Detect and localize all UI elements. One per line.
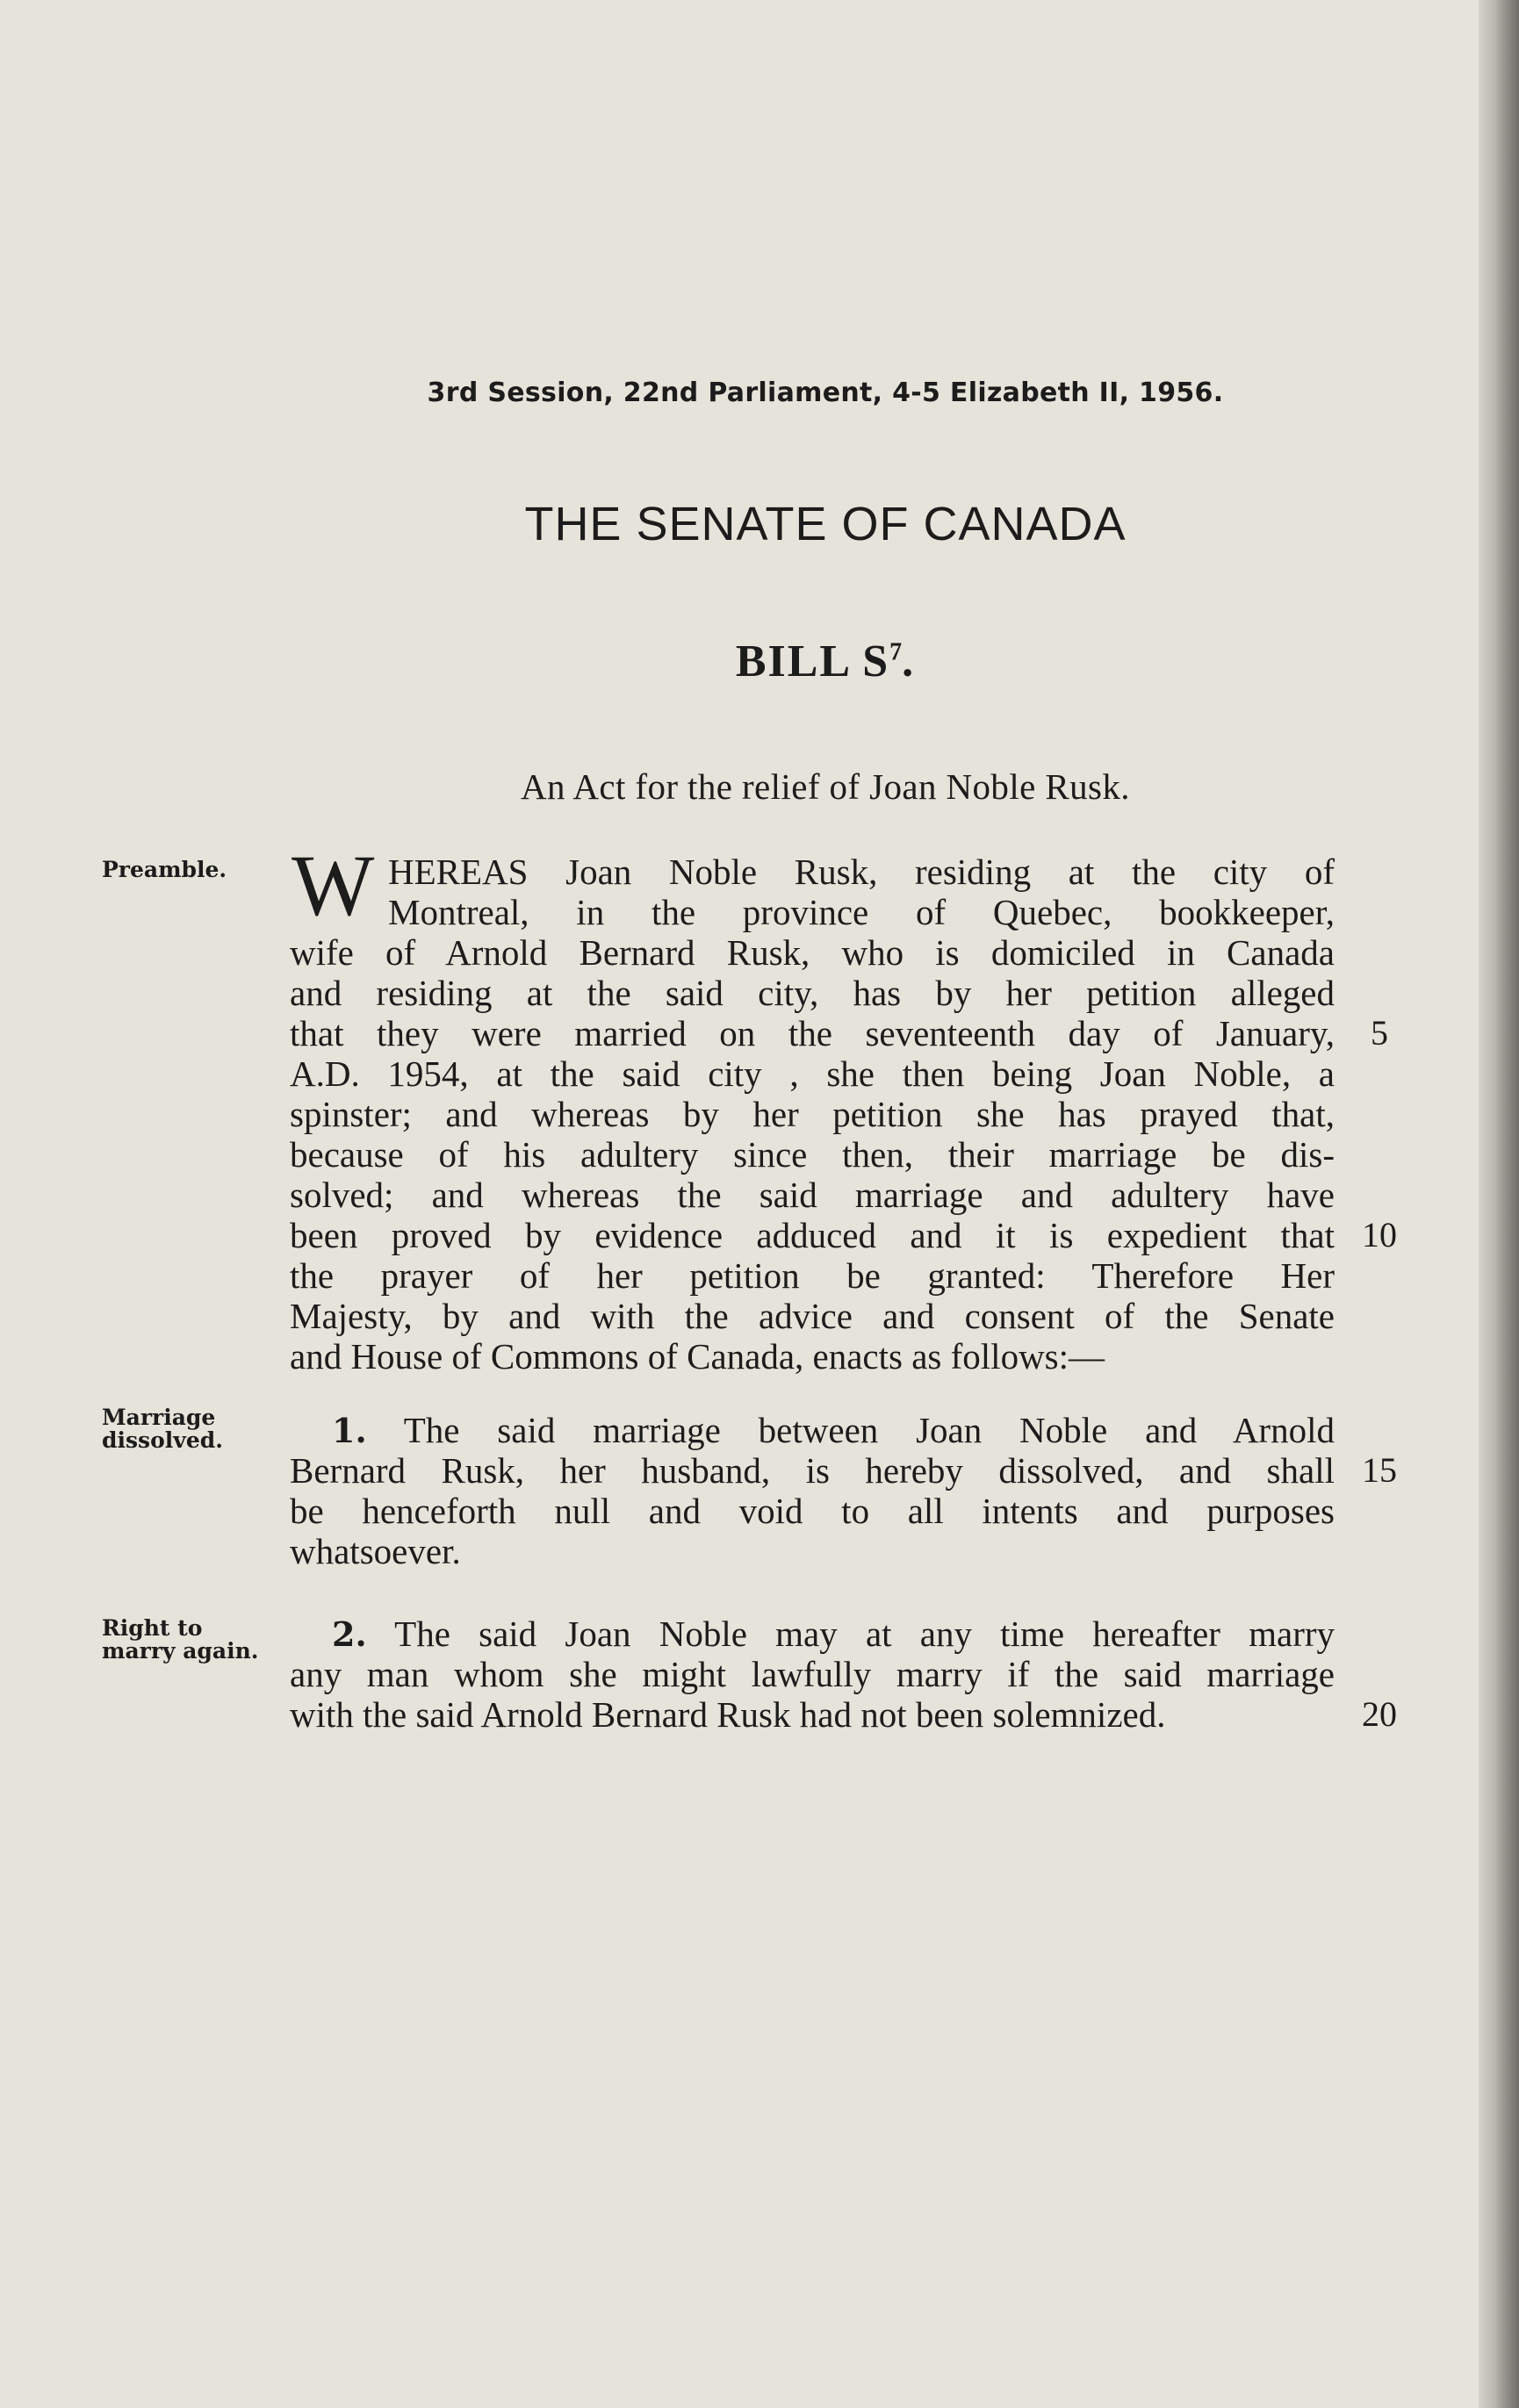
act-title: An Act for the relief of Joan Noble Rusk. xyxy=(521,766,1130,807)
margin-note-line: marry again. xyxy=(102,1638,259,1664)
margin-note-right-to-marry xyxy=(102,1617,260,1663)
clause-text: The said marriage between Joan Noble and Arnold xyxy=(403,1410,1335,1450)
clause-1-line: Bernard Rusk, her husband, is hereby dissolved, and shall xyxy=(290,1450,1335,1491)
margin-note-line: dissolved. xyxy=(102,1427,223,1453)
line-number: 10 xyxy=(1362,1215,1397,1254)
line-number: 20 xyxy=(1362,1694,1397,1734)
clause-number: 1. xyxy=(332,1411,367,1450)
line-number: 15 xyxy=(1362,1450,1397,1490)
clause-1-line: be henceforth null and void to all intents and purposes xyxy=(290,1491,1335,1531)
clause-1-line: whatsoever. xyxy=(290,1531,461,1571)
preamble-line: been proved by evidence adduced and it is expedient that xyxy=(290,1215,1335,1255)
preamble-line: that they were married on the seventeenth day of January, xyxy=(290,1013,1335,1053)
preamble-line: Montreal, in the province of Quebec, bookkeeper, xyxy=(388,892,1335,932)
bill-superscript: 7 xyxy=(889,638,903,666)
page-edge-shadow xyxy=(1479,0,1519,2408)
clause-1-line xyxy=(332,1410,1335,1450)
clause-2-line xyxy=(332,1614,1335,1654)
line-number: 5 xyxy=(1371,1013,1388,1053)
preamble-line: and residing at the said city, has by her petition alleged xyxy=(290,973,1335,1013)
preamble-line: HEREAS Joan Noble Rusk, residing at the city of xyxy=(388,852,1335,892)
margin-note-preamble: Preamble. xyxy=(102,857,227,882)
bill-label: BILL S xyxy=(735,636,890,686)
senate-title: THE SENATE OF CANADA xyxy=(524,498,1127,550)
preamble-line: because of his adultery since then, their marriage be dis- xyxy=(290,1134,1335,1175)
bill-number xyxy=(0,636,1519,687)
preamble-line: Majesty, by and with the advice and consent of the Senate xyxy=(290,1296,1335,1336)
preamble-line: the prayer of her petition be granted: Therefore Her xyxy=(290,1255,1335,1296)
preamble-line: and House of Commons of Canada, enacts as follows:— xyxy=(290,1336,1105,1377)
clause-2-line: with the said Arnold Bernard Rusk had not been solemnized. xyxy=(290,1694,1166,1735)
bill-suffix: . xyxy=(902,636,916,686)
preamble-line: solved; and whereas the said marriage and adultery have xyxy=(290,1175,1335,1215)
preamble-line: A.D. 1954, at the said city , she then being Joan Noble, a xyxy=(290,1053,1335,1094)
preamble-line: wife of Arnold Bernard Rusk, who is domiciled in Canada xyxy=(290,932,1335,973)
clause-number: 2. xyxy=(332,1614,367,1654)
margin-note-line: Marriage xyxy=(102,1405,216,1430)
clause-text: The said Joan Noble may at any time hereafter marry xyxy=(394,1614,1335,1654)
preamble-line: spinster; and whereas by her petition she has prayed that, xyxy=(290,1094,1335,1134)
drop-cap-w: W xyxy=(292,837,375,934)
clause-2-line: any man whom she might lawfully marry if the said marriage xyxy=(290,1654,1335,1694)
session-heading: 3rd Session, 22nd Parliament, 4-5 Elizabeth II, 1956. xyxy=(427,377,1224,408)
margin-note-line: Right to xyxy=(102,1615,203,1641)
margin-note-marriage-dissolved xyxy=(102,1406,260,1452)
